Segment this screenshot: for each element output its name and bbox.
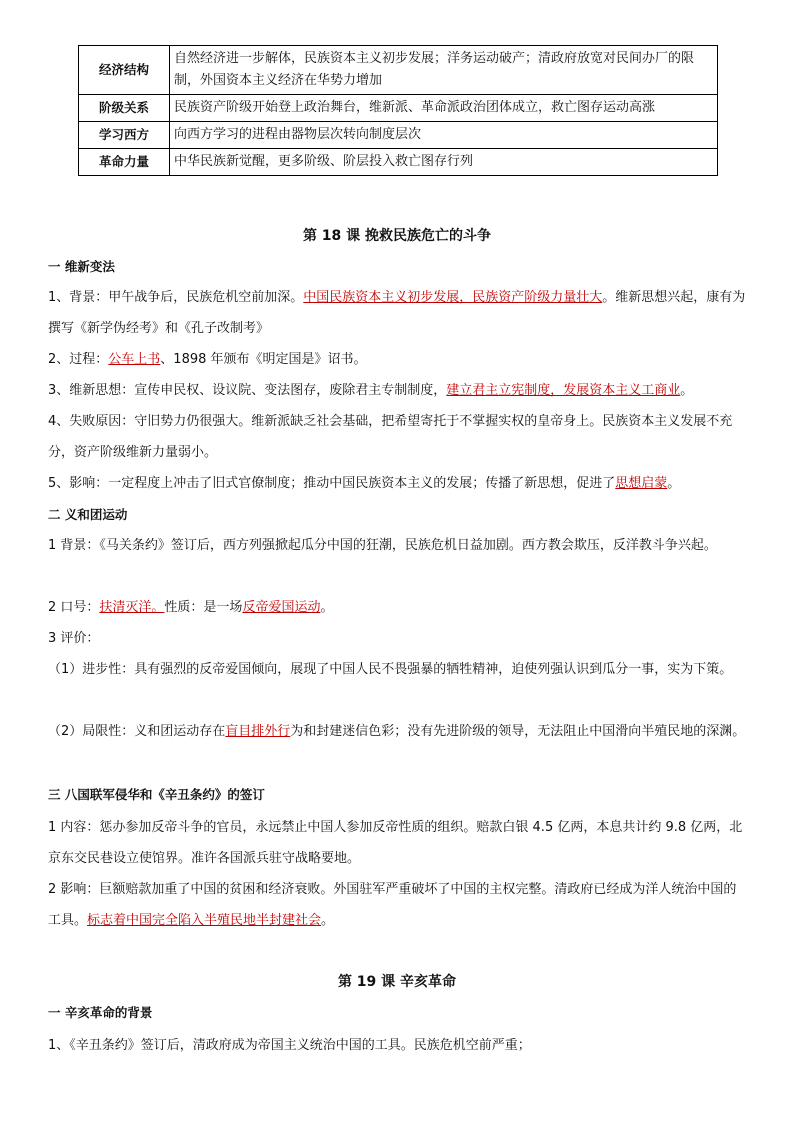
table-key: 革命力量: [79, 149, 170, 176]
highlight-text: 公车上书: [108, 352, 161, 367]
highlight-text: 中国民族资本主义初步发展，民族资产阶级力量壮大: [303, 290, 603, 305]
paragraph: 3 评价：: [48, 631, 100, 646]
text: 为和封建迷信色彩；没有先进阶级的领导，无法阻止中国滑向半殖民地的深渊。: [290, 724, 746, 739]
table-key: 经济结构: [79, 46, 170, 95]
highlight-text: 建立君主立宪制度，发展资本主义工商业: [446, 383, 681, 398]
paragraph: 1、《辛丑条约》签订后，清政府成为帝国主义统治中国的工具。民族危机空前严重；: [48, 1038, 531, 1053]
text: 2 影响：巨额赔款加重了中国的贫困和经济衰败。外国驻军严重破坏了中国的主权完整。清政府已经成为洋人统治中国的工具。: [48, 882, 737, 928]
text: 2、过程：: [48, 352, 109, 367]
text: 。: [680, 383, 694, 398]
highlight-text: 标志着中国完全陷入半殖民地半封建社会: [87, 913, 322, 928]
paragraph: （1）进步性：具有强烈的反帝爱国倾向，展现了中国人民不畏强暴的牺牲精神，迫使列强认识到瓜分一事，实为下策。: [48, 662, 733, 677]
paragraph: 1 背景：《马关条约》签订后，西方列强掀起瓜分中国的狂潮，民族危机日益加剧。西方教会欺压，反洋教斗争兴起。: [48, 538, 717, 553]
table-value: 中华民族新觉醒，更多阶级、阶层投入救亡图存行列: [170, 149, 718, 176]
table-key: 学习西方: [79, 122, 170, 149]
highlight-text: 反帝爱国运动: [242, 600, 321, 615]
paragraph: [48, 716, 748, 747]
paragraph: [48, 344, 748, 375]
section-heading: 一 辛亥革命的背景: [48, 1005, 153, 1020]
text: 5、影响：一定程度上冲击了旧式官僚制度；推动中国民族资本主义的发展；传播了新思想，促进了: [48, 476, 616, 491]
lesson-19-title: 第 19 课 辛亥革命: [337, 974, 457, 990]
text: 。: [320, 600, 334, 615]
text: 性质：是一场: [164, 600, 243, 615]
text: 。维新思想兴起，康有为撰写《新学伪经考》和《孔子改制考》: [48, 290, 746, 336]
text: 、1898 年颁布《明定国是》诏书。: [160, 352, 367, 367]
paragraph: [48, 375, 748, 406]
paragraph: [48, 874, 748, 936]
paragraph: 4、失败原因：守旧势力仍很强大。维新派缺乏社会基础，把希望寄托于不掌握实权的皇帝身上。民族资本主义发展不充分，资产阶级维新力量弱小。: [48, 414, 733, 460]
text: 1、背景：甲午战争后，民族危机空前加深。: [48, 290, 304, 305]
text: 。: [667, 476, 681, 491]
text: 。: [321, 913, 335, 928]
table-value: 向西方学习的进程由器物层次转向制度层次: [170, 122, 718, 149]
section-heading: 三 八国联军侵华和《辛丑条约》的签订: [48, 787, 265, 802]
text: 2 口号：: [48, 600, 100, 615]
highlight-text: 思想启蒙: [615, 476, 668, 491]
paragraph: [48, 468, 748, 499]
paragraph: [48, 592, 748, 623]
table-row: [79, 95, 718, 122]
paragraph: 1 内容：惩办参加反帝斗争的官员，永远禁止中国人参加反帝性质的组织。赔款白银 4.5 亿两，本息共计约 9.8 亿两，北京东交民巷设立使馆界。准许各国派兵驻守战略要地。: [48, 820, 743, 866]
table-value: 自然经济进一步解体，民族资本主义初步发展；洋务运动破产；清政府放宽对民间办厂的限制，外国资本主义经济在华势力增加: [170, 46, 718, 95]
table-value: 民族资产阶级开始登上政治舞台，维新派、革命派政治团体成立，救亡图存运动高涨: [170, 95, 718, 122]
highlight-text: 盲目排外行: [225, 724, 291, 739]
text: 3、维新思想：宣传申民权、设议院、变法图存，废除君主专制制度，: [48, 383, 447, 398]
table-key: 阶级关系: [79, 95, 170, 122]
text: （2）局限性：义和团运动存在: [48, 724, 226, 739]
table-row: [79, 149, 718, 176]
paragraph: [48, 282, 748, 344]
section-heading: 一 维新变法: [48, 259, 115, 274]
highlight-text: 扶清灭洋。: [99, 600, 165, 615]
section-heading: 二 义和团运动: [48, 507, 128, 522]
table-row: [79, 122, 718, 149]
summary-table: [78, 45, 718, 176]
lesson-18-title: 第 18 课 挽救民族危亡的斗争: [302, 228, 492, 244]
table-row: [79, 46, 718, 95]
